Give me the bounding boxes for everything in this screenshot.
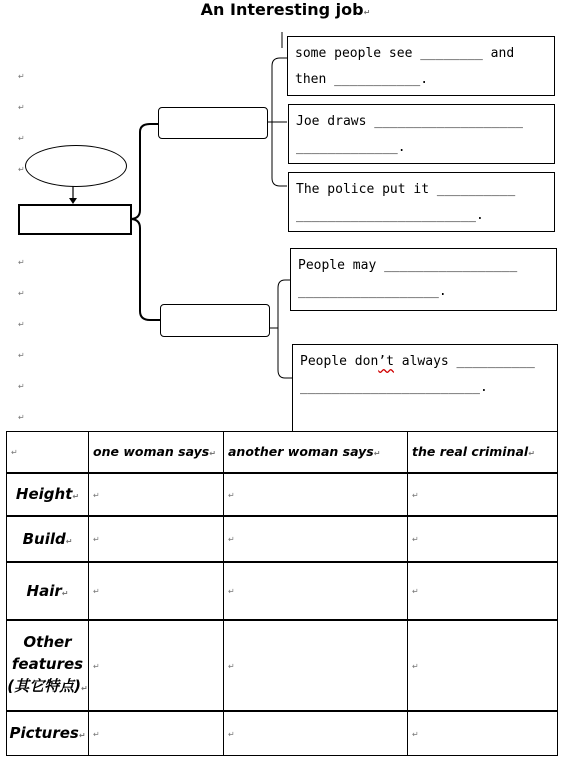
spelling-mark: ’t (378, 354, 394, 369)
table-cell[interactable]: ↵ (89, 516, 224, 562)
table-cell[interactable]: ↵ (408, 473, 558, 516)
table-row (7, 711, 558, 756)
oval-node (25, 145, 127, 187)
row-header: Height↵ (7, 473, 89, 516)
paragraph-mark: ↵ (18, 320, 25, 329)
paragraph-mark: ↵ (18, 351, 25, 360)
table-cell[interactable]: ↵ (224, 516, 408, 562)
row-header: Other features (其它特点)↵ (7, 620, 89, 711)
branch-box-top (158, 107, 268, 139)
table-cell[interactable]: ↵ (408, 516, 558, 562)
row-header: Hair↵ (7, 562, 89, 620)
table-cell[interactable]: ↵ (224, 620, 408, 711)
table-cell[interactable]: ↵ (89, 473, 224, 516)
paragraph-mark: ↵ (18, 413, 25, 422)
table-row (7, 620, 558, 711)
table-cell[interactable]: ↵ (89, 711, 224, 756)
text-box-people-dont: People don’t always __________ _______________________. (292, 344, 558, 432)
table-cell[interactable]: ↵ (408, 711, 558, 756)
table-cell[interactable]: ↵ (408, 620, 558, 711)
table-corner-cell[interactable]: ↵ (7, 432, 89, 473)
paragraph-mark: ↵ (18, 382, 25, 391)
text-box-people-may: People may _________________ __________________. (290, 248, 557, 311)
text-box-draws: Joe draws ___________________ _____________. (288, 104, 555, 164)
table-row (7, 516, 558, 562)
text-box-police: The police put it __________ _______________________. (288, 172, 555, 232)
paragraph-mark: ↵ (18, 165, 25, 174)
table-cell[interactable]: ↵ (224, 711, 408, 756)
paragraph-mark: ↵ (18, 103, 25, 112)
paragraph-mark: ↵ (18, 289, 25, 298)
column-header: the real criminal↵ (408, 432, 558, 473)
table-cell[interactable]: ↵ (89, 562, 224, 620)
table-row (7, 473, 558, 516)
column-header: one woman says↵ (89, 432, 224, 473)
page-title: An Interesting job↵ (200, 0, 371, 19)
paragraph-mark: ↵ (18, 134, 25, 143)
description-table (6, 431, 558, 756)
row-header: Pictures↵ (7, 711, 89, 756)
table-cell[interactable]: ↵ (89, 620, 224, 711)
paragraph-mark: ↵ (18, 72, 25, 81)
table-row (7, 562, 558, 620)
row-header: Build↵ (7, 516, 89, 562)
branch-box-bottom (160, 304, 270, 337)
root-box (18, 204, 132, 235)
table-cell[interactable]: ↵ (408, 562, 558, 620)
paragraph-mark: ↵ (18, 258, 25, 267)
text-box-see: some people see ________ and then ___________. (287, 36, 555, 96)
table-cell[interactable]: ↵ (224, 473, 408, 516)
column-header: another woman says↵ (224, 432, 408, 473)
table-header-row (7, 432, 558, 473)
table-cell[interactable]: ↵ (224, 562, 408, 620)
